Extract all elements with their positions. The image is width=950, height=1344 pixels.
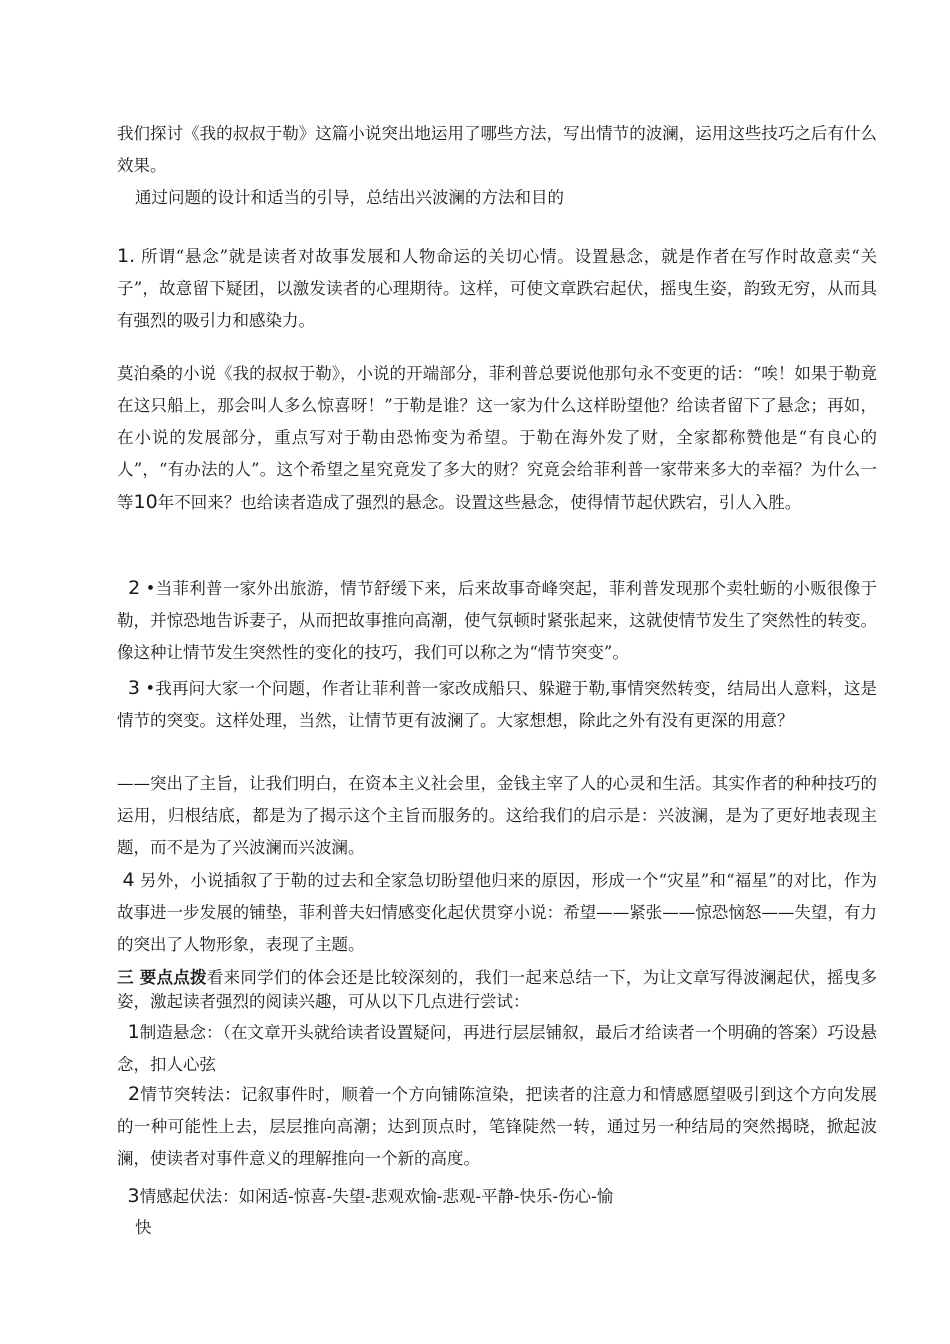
tip-number: 1 [127,1021,140,1043]
paragraph-3: 3 •我再问大家一个问题，作者让菲利普一家改成船只、躲避于勒,事情突然转变，结局出人意料，这是情节的突变。这样处理，当然，让情节更有波澜了。大家想想，除此之外有没有更深的用意？ [117,677,877,730]
tip-3-tail: 快 [135,1218,152,1237]
intro-summary: 通过问题的设计和适当的引导，总结出兴波澜的方法和目的 [135,188,564,207]
tip-1: 1制造悬念：（在文章开头就给读者设置疑问，再进行层层铺叙，最后才给读者一个明确的答案）巧设悬念，扣人心弦 [117,1021,877,1074]
intro-line-1: 我们探讨《我的叔叔于勒》这篇小说突出地运用了哪些方法，写出情节的波澜，运用这些技巧之后有什么效果。 [117,124,877,175]
paragraph-1: 1. 所谓“悬念”就是读者对故事发展和人物命运的关切心情。设置悬念，就是作者在写作时故意卖“关子”，故意留下疑团，以激发读者的心理期待。这样，可使文章跌宕起伏，摇曳生姿，韵致无穷，从而具有强烈的吸引力和感染力。 [117,245,877,330]
paragraph-number: 4 [122,869,135,891]
tip-number: 2 [128,1083,141,1105]
paragraph-number: 2 [128,577,141,599]
section-3: 三 要点点拨看来同学们的体会还是比较深刻的，我们一起来总结一下，为让文章写得波澜起伏，摇曳多姿，激起读者强烈的阅读兴趣，可从以下几点进行尝试： [117,968,877,1011]
tip-3: 3情感起伏法：如闲适-惊喜-失望-悲观欢愉-悲观-平静-快乐-伤心-愉 [127,1185,614,1207]
intro-paragraph [117,118,877,182]
section-heading: 三 要点点拨 [117,968,207,987]
paragraph-3-answer: ——突出了主旨，让我们明白，在资本主义社会里，金钱主宰了人的心灵和生活。其实作者的种种技巧的运用，归根结底，都是为了揭示这个主旨而服务的。这给我们的启示是：兴波澜，是为了更好地表现主题，而不是为了兴波澜而兴波澜。 [117,774,877,857]
tip-number: 3 [127,1185,140,1207]
paragraph-1-example: 莫泊桑的小说《我的叔叔于勒》，小说的开端部分，菲利普总要说他那句永不变更的话：“唉！如果于勒竟在这只船上，那会叫人多么惊喜呀！”于勒是谁？这一家为什么这样盼望他？给读者留下了悬念；再如，在小说的发展部分，重点写对于勒由恐怖变为希望。于勒在海外发了财，全家都称赞他是“有良心的人”，“有办法的人”。这个希望之星究竟发了多大的财？究竟会给菲利普一家带来多大的幸福？为什么一等10年不回来？也给读者造成了强烈的悬念。设置这些悬念，使得情节起伏跌宕，引人入胜。 [117,364,877,513]
paragraph-4: 4 另外，小说插叙了于勒的过去和全家急切盼望他归来的原因，形成一个“灾星”和“福星”的对比，作为故事进一步发展的铺垫，菲利普夫妇情感变化起伏贯穿小说：希望——紧张——惊恐恼怒——失望，有力的突出了人物形象，表现了主题。 [117,869,877,954]
tip-2: 2情节突转法：记叙事件时，顺着一个方向铺陈渲染，把读者的注意力和情感愿望吸引到这个方向发展的一种可能性上去，层层推向高潮；达到顶点时，笔锋陡然一转，通过另一种结局的突然揭晓，掀起波澜，使读者对事件意义的理解推向一个新的高度。 [117,1083,878,1168]
paragraph-number: 1. [117,245,136,267]
paragraph-number: 3 [127,677,140,699]
paragraph-2: 2 •当菲利普一家外出旅游，情节舒缓下来，后来故事奇峰突起，菲利普发现那个卖牡蛎的小贩很像于勒，并惊恐地告诉妻子，从而把故事推向高潮，使气氛顿时紧张起来，这就使情节发生了突然性的转变。像这种让情节发生突然性的变化的技巧，我们可以称之为“情节突变”。 [117,577,877,662]
